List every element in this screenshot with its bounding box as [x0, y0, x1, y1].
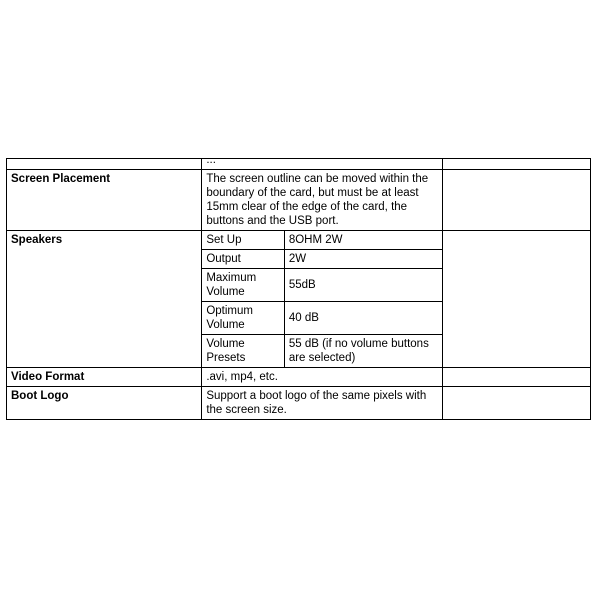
speakers-subrow-value-output: 2W	[284, 250, 441, 269]
table-row-clipped	[7, 159, 591, 170]
speakers-subrow-value-volume-presets: 55 dB (if no volume buttons are selected)	[284, 335, 441, 368]
row-label-speakers: Speakers	[7, 231, 202, 368]
table-row	[7, 387, 591, 420]
speakers-subrow-value-maximum-volume: 55dB	[284, 269, 441, 302]
speakers-subrow	[202, 231, 441, 250]
clipped-extra-cell	[442, 159, 590, 170]
specification-table	[6, 158, 591, 420]
speakers-subrow-value-setup: 8OHM 2W	[284, 231, 441, 250]
row-extra-video-format	[442, 368, 590, 387]
speakers-subrow-name-volume-presets: Volume Presets	[202, 335, 284, 368]
row-value-boot-logo: Support a boot logo of the same pixels with the screen size.	[202, 387, 442, 420]
row-extra-speakers	[442, 231, 590, 368]
row-value-screen-placement: The screen outline can be moved within the boundary of the card, but must be at least 15mm clear of the edge of the card, the buttons and the USB port.	[202, 170, 442, 231]
speakers-subrow-name-maximum-volume: Maximum Volume	[202, 269, 284, 302]
clipped-value-cell	[202, 159, 442, 170]
speakers-subrow	[202, 302, 441, 335]
row-extra-screen-placement	[442, 170, 590, 231]
speakers-subrow-name-setup: Set Up	[202, 231, 284, 250]
table-row	[7, 368, 591, 387]
clipped-value-text: ...	[206, 158, 216, 166]
table-row	[7, 170, 591, 231]
speakers-subrow-name-optimum-volume: Optimum Volume	[202, 302, 284, 335]
speakers-subrow	[202, 250, 441, 269]
clipped-label-cell	[7, 159, 202, 170]
table-row	[7, 231, 591, 368]
row-extra-boot-logo	[442, 387, 590, 420]
row-label-boot-logo: Boot Logo	[7, 387, 202, 420]
row-value-speakers	[202, 231, 442, 368]
specification-table-container	[6, 158, 591, 420]
row-label-screen-placement: Screen Placement	[7, 170, 202, 231]
speakers-subtable	[202, 231, 441, 367]
row-value-video-format: .avi, mp4, etc.	[202, 368, 442, 387]
row-label-video-format: Video Format	[7, 368, 202, 387]
speakers-subrow-value-optimum-volume: 40 dB	[284, 302, 441, 335]
speakers-subrow-name-output: Output	[202, 250, 284, 269]
speakers-subrow	[202, 269, 441, 302]
speakers-subrow	[202, 335, 441, 368]
